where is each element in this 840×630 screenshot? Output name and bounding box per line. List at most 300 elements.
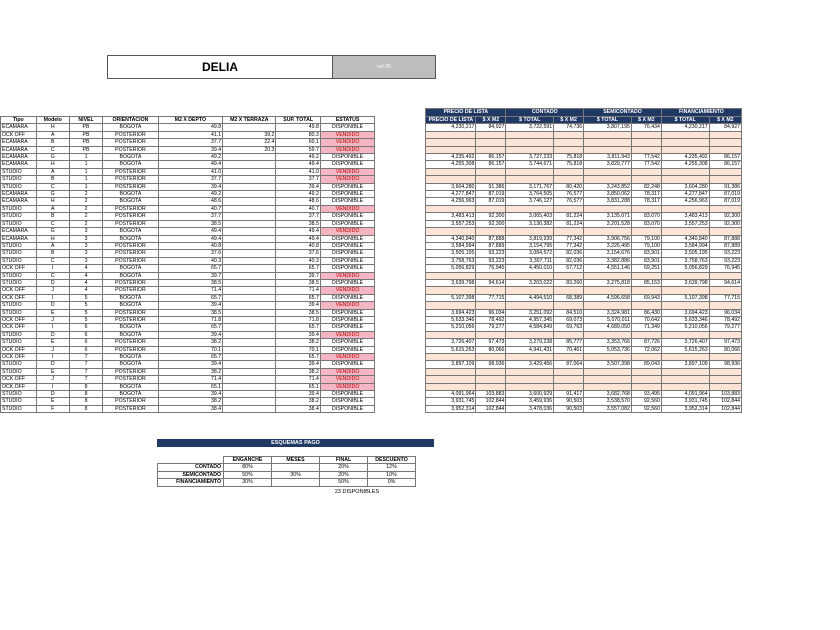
price-cell: 5,633,346 <box>426 316 476 323</box>
price-cell: 84,927 <box>476 124 506 131</box>
status-badge: VENDIDO <box>320 131 374 138</box>
table-cell: 6 <box>69 346 102 353</box>
row-spacer <box>375 242 426 249</box>
price-cell: 78,317 <box>631 198 661 205</box>
price-cell: 4,235,492 <box>661 154 709 161</box>
table-cell: 3 <box>69 242 102 249</box>
table-cell: 3 <box>69 235 102 242</box>
cell-tipo: STUDIO <box>1 213 37 220</box>
price-cell <box>506 383 554 390</box>
table-cell <box>223 316 276 323</box>
price-cell <box>661 331 709 338</box>
price-cell: 83,070 <box>631 213 661 220</box>
table-cell: BOGOTA <box>103 331 159 338</box>
scheme-column-header: FINAL <box>320 457 368 464</box>
table-cell: 49.8 <box>276 124 320 131</box>
table-cell: I <box>36 354 69 361</box>
price-cell: 85,777 <box>554 339 584 346</box>
row-spacer <box>375 294 426 301</box>
table-cell: 40.8 <box>158 242 222 249</box>
price-cell: 87,064 <box>554 361 584 368</box>
status-badge: DISPONIBLE <box>320 324 374 331</box>
price-cell <box>631 228 661 235</box>
cell-tipo: ECAMARA <box>1 228 37 235</box>
table-cell: 22.4 <box>223 139 276 146</box>
table-cell: 49.4 <box>276 161 320 168</box>
price-cell: 3,682,768 <box>584 391 632 398</box>
table-row <box>1 294 742 301</box>
price-cell <box>709 205 741 212</box>
table-cell: D <box>36 302 69 309</box>
column-header: SUP. TOTAL <box>276 117 320 124</box>
table-cell: 7 <box>69 376 102 383</box>
scheme-column-header: MESES <box>272 457 320 464</box>
table-cell: I <box>36 294 69 301</box>
table-row <box>1 257 742 264</box>
price-cell: 77,342 <box>554 235 584 242</box>
price-cell: 4,340,840 <box>426 235 476 242</box>
price-cell: 3,478,036 <box>506 405 554 412</box>
table-cell <box>223 324 276 331</box>
price-cell <box>661 131 709 138</box>
column-header: ESTATUS <box>320 117 374 124</box>
price-cell <box>584 354 632 361</box>
price-cell: 93,223 <box>709 257 741 264</box>
status-badge: VENDIDO <box>320 383 374 390</box>
table-cell <box>223 309 276 316</box>
table-row <box>1 391 742 398</box>
units-body <box>1 124 742 413</box>
table-cell <box>223 294 276 301</box>
scheme-value <box>272 479 320 486</box>
price-cell: 3,557,253 <box>661 220 709 227</box>
price-cell <box>506 228 554 235</box>
row-spacer <box>375 405 426 412</box>
group-header-list-price: PRECIO DE LISTA <box>426 109 506 117</box>
table-cell: 40.3 <box>276 257 320 264</box>
table-row <box>1 279 742 286</box>
table-cell: C <box>36 272 69 279</box>
table-cell <box>223 154 276 161</box>
price-cell: 3,744,671 <box>506 161 554 168</box>
price-cell: 102,844 <box>476 405 506 412</box>
price-cell <box>661 176 709 183</box>
status-badge: DISPONIBLE <box>320 391 374 398</box>
price-cell: 4,494,510 <box>506 294 554 301</box>
table-cell: 65.7 <box>276 294 320 301</box>
price-cell: 87,888 <box>476 235 506 242</box>
table-cell: 65.7 <box>276 324 320 331</box>
price-cell: 78,492 <box>476 316 506 323</box>
scheme-value: 20% <box>320 471 368 478</box>
price-cell <box>631 168 661 175</box>
price-cell: 102,844 <box>709 398 741 405</box>
price-cell: 77,715 <box>476 294 506 301</box>
table-row <box>1 213 742 220</box>
price-cell: 5,210,056 <box>661 324 709 331</box>
table-cell: 71.4 <box>158 376 222 383</box>
price-cell: 79,277 <box>709 324 741 331</box>
price-cell: 5,210,056 <box>426 324 476 331</box>
table-cell: 39.7 <box>276 272 320 279</box>
table-cell: POSTERIOR <box>103 213 159 220</box>
price-cell: 4,957,345 <box>506 316 554 323</box>
price-cell: 3,557,253 <box>426 220 476 227</box>
price-cell: 93,223 <box>476 257 506 264</box>
price-cell: 83,901 <box>631 257 661 264</box>
price-cell: 4,596,658 <box>584 294 632 301</box>
table-cell <box>223 339 276 346</box>
price-cell: 78,317 <box>631 191 661 198</box>
table-row <box>1 331 742 338</box>
table-cell: POSTERIOR <box>103 316 159 323</box>
price-cell: 82,248 <box>631 183 661 190</box>
price-cell <box>709 228 741 235</box>
price-cell <box>709 168 741 175</box>
price-cell <box>476 272 506 279</box>
table-cell: A <box>36 168 69 175</box>
price-cell: 5,056,829 <box>426 265 476 272</box>
cell-tipo: STUDIO <box>1 183 37 190</box>
price-cell <box>506 354 554 361</box>
table-cell: 41.0 <box>158 168 222 175</box>
status-badge: VENDIDO <box>320 376 374 383</box>
price-cell: 3,897,109 <box>426 361 476 368</box>
table-cell <box>223 191 276 198</box>
table-cell: 1 <box>69 154 102 161</box>
table-row <box>1 183 742 190</box>
price-cell: 87,888 <box>709 235 741 242</box>
price-cell: 3,154,795 <box>506 242 554 249</box>
price-cell <box>426 146 476 153</box>
price-cell <box>506 272 554 279</box>
table-row <box>1 131 742 138</box>
table-cell: 38.5 <box>158 220 222 227</box>
price-cell: 3,382,886 <box>584 257 632 264</box>
price-cell: 75,818 <box>554 161 584 168</box>
price-cell: 93,223 <box>476 250 506 257</box>
price-cell: 3,819,939 <box>506 235 554 242</box>
table-cell: H <box>36 235 69 242</box>
available-count: 23 DISPONIBLES <box>334 489 380 495</box>
price-cell: 93,495 <box>631 391 661 398</box>
price-cell: 3,584,994 <box>426 242 476 249</box>
price-cell <box>631 302 661 309</box>
table-cell: POSTERIOR <box>103 205 159 212</box>
price-cell <box>554 383 584 390</box>
price-cell: 70,642 <box>631 316 661 323</box>
table-cell: 37.7 <box>276 176 320 183</box>
cell-tipo: OCK OFF <box>1 383 37 390</box>
table-cell <box>223 331 276 338</box>
price-cell: 5,633,346 <box>661 316 709 323</box>
cell-tipo: STUDIO <box>1 398 37 405</box>
table-cell: B <box>36 139 69 146</box>
status-badge: DISPONIBLE <box>320 124 374 131</box>
price-cell: 98,936 <box>709 361 741 368</box>
table-cell: 59.7 <box>276 146 320 153</box>
price-cell: 84,510 <box>554 309 584 316</box>
price-cell: 80,066 <box>476 346 506 353</box>
table-cell: 38.5 <box>276 220 320 227</box>
table-cell: 65.7 <box>158 354 222 361</box>
payment-schemes-header <box>158 457 416 464</box>
status-badge: DISPONIBLE <box>320 250 374 257</box>
cell-tipo: ECAMARA <box>1 146 37 153</box>
table-row <box>1 339 742 346</box>
price-cell: 3,931,745 <box>426 398 476 405</box>
table-cell: 8 <box>69 405 102 412</box>
table-cell: BOGOTA <box>103 383 159 390</box>
price-cell: 3,811,943 <box>584 154 632 161</box>
price-cell <box>709 368 741 375</box>
payment-schemes-body <box>158 464 416 486</box>
table-cell: PB <box>69 131 102 138</box>
price-cell: 5,615,263 <box>426 346 476 353</box>
price-cell <box>426 376 476 383</box>
table-row <box>1 376 742 383</box>
column-header: $ X M2 <box>554 117 584 124</box>
scheme-value <box>272 464 320 471</box>
cell-tipo: STUDIO <box>1 361 37 368</box>
status-badge: DISPONIBLE <box>320 242 374 249</box>
price-cell: 85,153 <box>631 279 661 286</box>
table-cell: 5 <box>69 294 102 301</box>
price-cell: 4,235,492 <box>426 154 476 161</box>
table-cell: BOGOTA <box>103 324 159 331</box>
table-cell: 40.8 <box>276 242 320 249</box>
table-cell: B <box>36 176 69 183</box>
table-cell: 40.7 <box>158 205 222 212</box>
price-cell <box>631 354 661 361</box>
cell-tipo: ECAMARA <box>1 139 37 146</box>
status-badge: DISPONIBLE <box>320 154 374 161</box>
price-cell: 3,600,929 <box>506 391 554 398</box>
table-cell <box>223 257 276 264</box>
scheme-column-header: ENGANCHE <box>224 457 272 464</box>
table-cell: 39.7 <box>158 272 222 279</box>
table-cell: 65.1 <box>158 383 222 390</box>
row-spacer <box>375 302 426 309</box>
price-cell <box>661 139 709 146</box>
row-spacer <box>375 250 426 257</box>
row-spacer <box>375 168 426 175</box>
table-cell: 5 <box>69 302 102 309</box>
price-cell <box>476 302 506 309</box>
price-cell: 4,230,217 <box>661 124 709 131</box>
row-spacer <box>375 279 426 286</box>
price-cell <box>631 272 661 279</box>
price-cell: 102,844 <box>476 398 506 405</box>
table-cell: 6 <box>69 324 102 331</box>
price-cell: 3,201,528 <box>584 220 632 227</box>
table-row <box>1 154 742 161</box>
cell-tipo: OCK OFF <box>1 131 37 138</box>
table-cell <box>223 205 276 212</box>
price-cell: 3,727,233 <box>506 154 554 161</box>
table-cell: 1 <box>69 161 102 168</box>
price-cell: 91,386 <box>709 183 741 190</box>
cell-tipo: ECAMARA <box>1 191 37 198</box>
row-spacer <box>375 265 426 272</box>
table-cell: POSTERIOR <box>103 176 159 183</box>
cell-tipo: OCK OFF <box>1 316 37 323</box>
scheme-value: 12% <box>368 464 416 471</box>
price-cell <box>506 302 554 309</box>
price-cell: 87,019 <box>709 191 741 198</box>
table-cell: 49.2 <box>158 154 222 161</box>
price-cell <box>476 168 506 175</box>
table-cell <box>223 405 276 412</box>
price-cell <box>554 228 584 235</box>
table-cell: 37.7 <box>158 213 222 220</box>
price-cell: 76,577 <box>554 191 584 198</box>
status-badge: DISPONIBLE <box>320 220 374 227</box>
table-cell: 71.4 <box>158 287 222 294</box>
table-cell: POSTERIOR <box>103 250 159 257</box>
table-cell: POSTERIOR <box>103 168 159 175</box>
price-cell: 81,224 <box>554 213 584 220</box>
price-cell: 3,483,413 <box>426 213 476 220</box>
price-cell: 96,034 <box>709 309 741 316</box>
table-cell: 38.4 <box>158 405 222 412</box>
price-cell: 77,542 <box>631 161 661 168</box>
scheme-value: 50% <box>224 471 272 478</box>
table-cell <box>223 391 276 398</box>
price-cell <box>584 205 632 212</box>
price-cell: 87,726 <box>631 339 661 346</box>
table-row <box>1 272 742 279</box>
price-cell: 3,831,288 <box>584 198 632 205</box>
price-cell <box>554 272 584 279</box>
table-cell: 65.7 <box>158 294 222 301</box>
table-cell: G <box>36 228 69 235</box>
row-spacer <box>375 398 426 405</box>
table-cell: 38.4 <box>276 405 320 412</box>
price-cell <box>554 287 584 294</box>
table-cell: POSTERIOR <box>103 257 159 264</box>
price-cell: 87,019 <box>709 198 741 205</box>
price-cell <box>506 176 554 183</box>
table-cell: 37.6 <box>158 250 222 257</box>
price-cell: 81,224 <box>554 220 584 227</box>
cell-tipo: STUDIO <box>1 391 37 398</box>
price-cell <box>631 146 661 153</box>
price-cell <box>476 228 506 235</box>
price-cell: 3,130,382 <box>506 220 554 227</box>
price-cell: 74,736 <box>554 124 584 131</box>
price-cell: 75,818 <box>554 154 584 161</box>
price-cell: 86,157 <box>476 161 506 168</box>
table-cell: POSTERIOR <box>103 368 159 375</box>
table-cell: 38.2 <box>276 368 320 375</box>
row-spacer <box>375 139 426 146</box>
table-cell: 1 <box>69 176 102 183</box>
price-cell: 87,019 <box>476 198 506 205</box>
price-cell: 3,505,195 <box>426 250 476 257</box>
price-cell: 4,230,217 <box>426 124 476 131</box>
scheme-value: 80% <box>224 464 272 471</box>
column-header: $ X M2 <box>709 117 741 124</box>
price-cell: 77,542 <box>631 154 661 161</box>
price-cell <box>584 139 632 146</box>
price-cell <box>631 376 661 383</box>
payment-schemes-table <box>157 456 416 487</box>
price-cell <box>584 131 632 138</box>
price-cell <box>554 376 584 383</box>
table-row <box>1 124 742 131</box>
price-cell: 3,459,936 <box>506 398 554 405</box>
price-cell: 4,277,847 <box>426 191 476 198</box>
price-cell <box>506 146 554 153</box>
row-spacer <box>375 198 426 205</box>
price-cell <box>661 354 709 361</box>
price-cell: 4,091,964 <box>661 391 709 398</box>
price-cell <box>584 168 632 175</box>
scheme-value: 30% <box>224 479 272 486</box>
price-cell: 3,807,195 <box>584 124 632 131</box>
status-badge: DISPONIBLE <box>320 361 374 368</box>
table-cell: 49.8 <box>158 124 222 131</box>
cell-tipo: OCK OFF <box>1 294 37 301</box>
cell-tipo: OCK OFF <box>1 354 37 361</box>
date-label: oct-25 <box>333 56 435 78</box>
price-cell <box>584 383 632 390</box>
price-cell: 3,694,423 <box>426 309 476 316</box>
price-cell: 76,945 <box>709 265 741 272</box>
price-cell: 5,107,398 <box>426 294 476 301</box>
table-cell: 37.7 <box>276 213 320 220</box>
table-cell <box>223 220 276 227</box>
price-cell <box>661 272 709 279</box>
row-spacer <box>375 235 426 242</box>
table-cell: PB <box>69 139 102 146</box>
table-cell: POSTERIOR <box>103 287 159 294</box>
scheme-column-header: DESCUENTO <box>368 457 416 464</box>
price-cell: 3,135,071 <box>584 213 632 220</box>
table-row <box>1 265 742 272</box>
status-badge: DISPONIBLE <box>320 213 374 220</box>
table-row <box>1 368 742 375</box>
price-cell: 80,066 <box>709 346 741 353</box>
table-cell: 39.4 <box>276 361 320 368</box>
price-cell <box>661 228 709 235</box>
price-cell <box>631 176 661 183</box>
scheme-name: CONTADO <box>158 464 224 471</box>
table-cell: 49.2 <box>276 191 320 198</box>
price-cell: 3,507,398 <box>584 361 632 368</box>
price-cell <box>476 331 506 338</box>
price-cell: 3,557,082 <box>584 405 632 412</box>
table-cell: 70.1 <box>158 346 222 353</box>
scheme-row <box>158 464 416 471</box>
table-cell: F <box>36 405 69 412</box>
price-cell: 92,300 <box>709 220 741 227</box>
price-cell <box>584 331 632 338</box>
price-cell <box>506 139 554 146</box>
table-row <box>1 316 742 323</box>
price-cell: 94,614 <box>476 279 506 286</box>
row-spacer <box>375 339 426 346</box>
status-badge: DISPONIBLE <box>320 161 374 168</box>
price-cell: 3,639,798 <box>661 279 709 286</box>
table-row <box>1 176 742 183</box>
price-cell: 3,353,766 <box>584 339 632 346</box>
table-cell: POSTERIOR <box>103 146 159 153</box>
title-bar <box>107 55 436 79</box>
row-spacer <box>375 368 426 375</box>
status-badge: DISPONIBLE <box>320 198 374 205</box>
